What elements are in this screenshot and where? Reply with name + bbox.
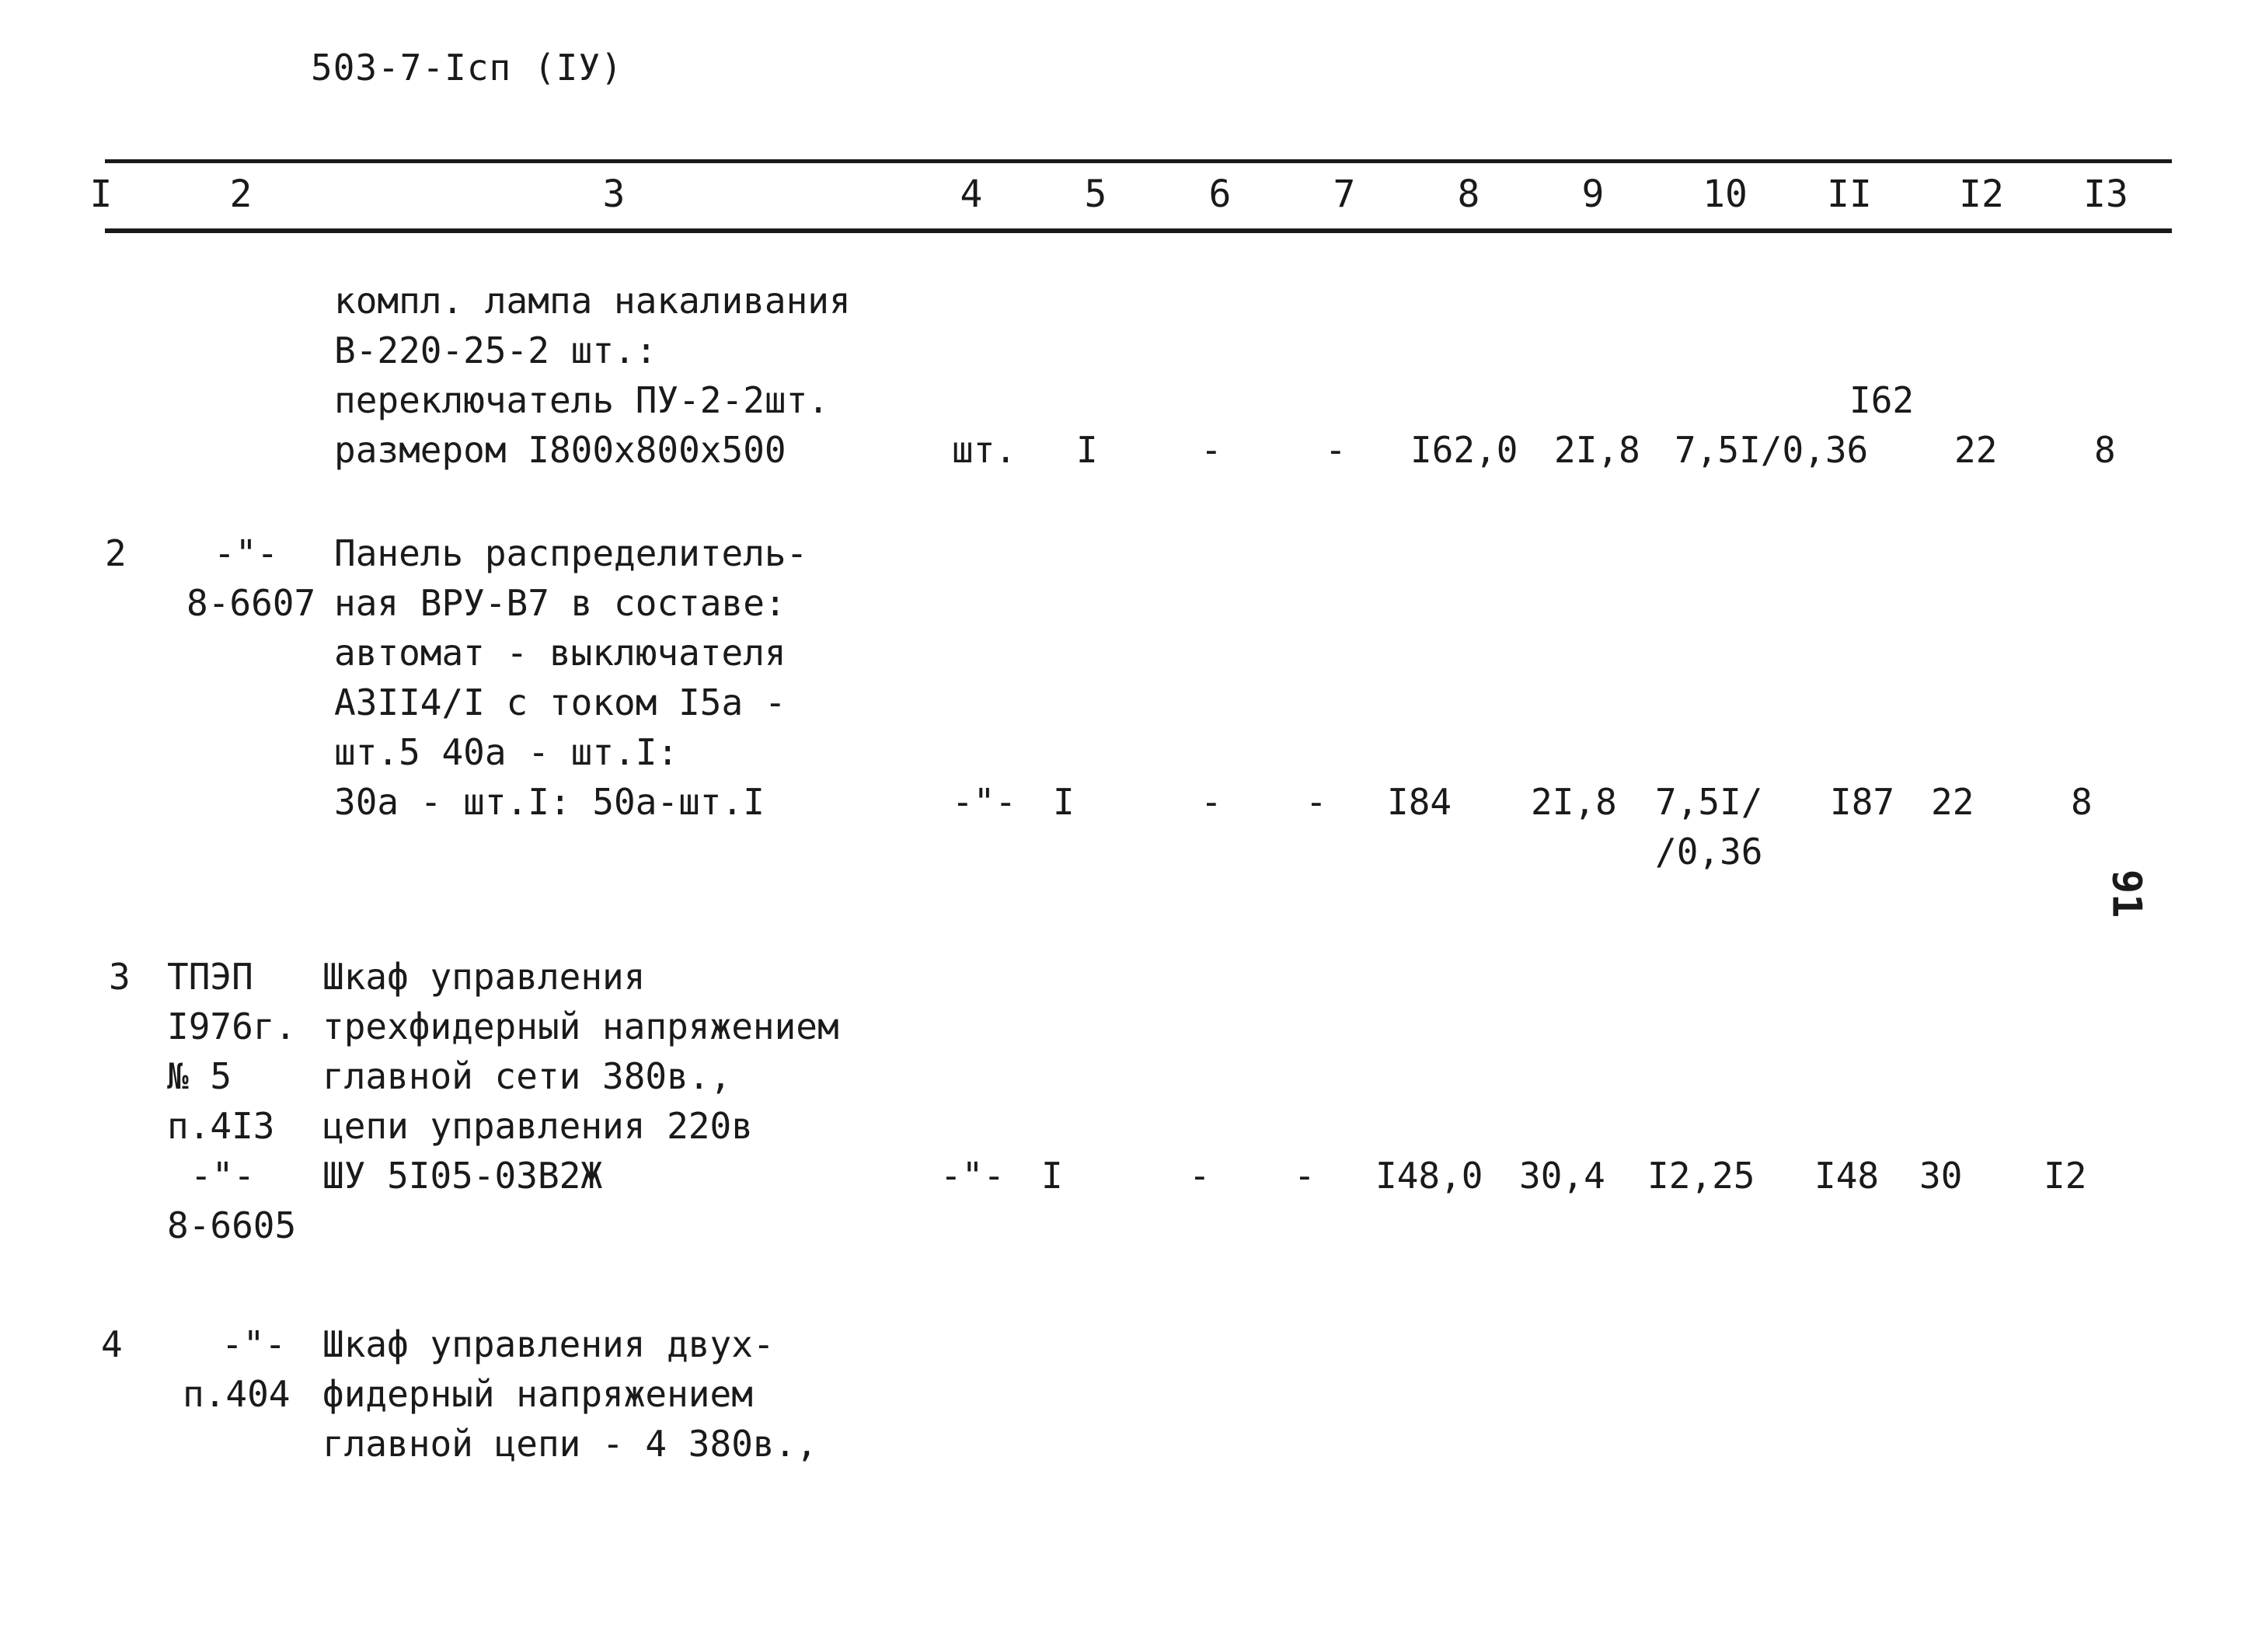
unit-cell: -"- — [940, 1155, 1006, 1197]
col9-cell: 30,4 — [1519, 1155, 1605, 1197]
unit-cell: шт. — [952, 429, 1017, 471]
column-header-2: 2 — [229, 173, 253, 216]
col6-cell: - — [1201, 429, 1222, 471]
col12-cell: 22 — [1954, 429, 1998, 471]
reference-cell: -"- 8-6607 — [186, 532, 316, 624]
col11-cell: I62 — [1849, 379, 1915, 421]
reference-cell: ТПЭП I976г. № 5 п.4I3 -"- 8-6605 — [167, 956, 297, 1246]
column-header-4: 4 — [960, 173, 983, 216]
col13-cell: I2 — [2044, 1155, 2087, 1197]
column-header-10: 10 — [1703, 173, 1748, 216]
col7-cell: - — [1305, 781, 1327, 823]
item-description: Панель распределитель- ная ВРУ-В7 в составе: автомат - выключателя А3II4/I с током I5а - шт.5 40а - шт.I: 30а - шт.I: 50а-шт.I — [334, 532, 808, 823]
column-header-12: I2 — [1959, 173, 2004, 216]
col11-cell: I48 — [1814, 1155, 1880, 1197]
table-header-rule — [105, 228, 2172, 233]
col9-cell: 2I,8 — [1531, 781, 1617, 823]
column-header-3: 3 — [602, 173, 626, 216]
col10-cell: 7,5I/ /0,36 — [1655, 781, 1763, 873]
col7-cell: - — [1325, 429, 1347, 471]
col6-cell: - — [1189, 1155, 1211, 1197]
row-number: 3 — [109, 956, 131, 998]
column-header-7: 7 — [1333, 173, 1356, 216]
col11-cell: I87 — [1830, 781, 1895, 823]
table-top-rule — [105, 159, 2172, 163]
reference-cell: -"- п.404 — [183, 1323, 291, 1415]
row-number: 2 — [105, 532, 127, 574]
col13-cell: 8 — [2094, 429, 2116, 471]
col9-cell: 2I,8 — [1554, 429, 1640, 471]
item-description: компл. лампа накаливания В-220-25-2 шт.: переключатель ПУ-2-2шт. размером I800х800х500 — [334, 280, 851, 471]
page-number: 91 — [2103, 869, 2150, 918]
col10-cell: I2,25 — [1647, 1155, 1755, 1197]
col12-cell: 30 — [1919, 1155, 1963, 1197]
item-description: Шкаф управления двух- фидерный напряжением главной цепи - 4 380в., — [322, 1323, 817, 1465]
col7-cell: - — [1294, 1155, 1316, 1197]
column-header-13: I3 — [2083, 173, 2128, 216]
col13-cell: 8 — [2071, 781, 2093, 823]
row-number: 4 — [101, 1323, 123, 1365]
col10-cell: 7,5I/0,36 — [1675, 429, 1869, 471]
quantity-cell: I — [1053, 781, 1075, 823]
col8-cell: I48,0 — [1375, 1155, 1483, 1197]
column-header-5: 5 — [1084, 173, 1107, 216]
quantity-cell: I — [1076, 429, 1098, 471]
col12-cell: 22 — [1931, 781, 1974, 823]
column-header-8: 8 — [1457, 173, 1480, 216]
column-header-1: I — [89, 173, 113, 216]
column-header-11: II — [1827, 173, 1872, 216]
quantity-cell: I — [1041, 1155, 1063, 1197]
column-header-6: 6 — [1208, 173, 1232, 216]
col8-cell: I84 — [1387, 781, 1452, 823]
item-description: Шкаф управления трехфидерный напряжением главной сети 380в., цепи управления 220в ШУ 5I05-03В2Ж — [322, 956, 839, 1197]
col6-cell: - — [1201, 781, 1222, 823]
col8-cell: I62,0 — [1410, 429, 1518, 471]
unit-cell: -"- — [952, 781, 1017, 823]
column-header-9: 9 — [1581, 173, 1605, 216]
document-code: 503-7-Iсп (IУ) — [311, 47, 623, 89]
